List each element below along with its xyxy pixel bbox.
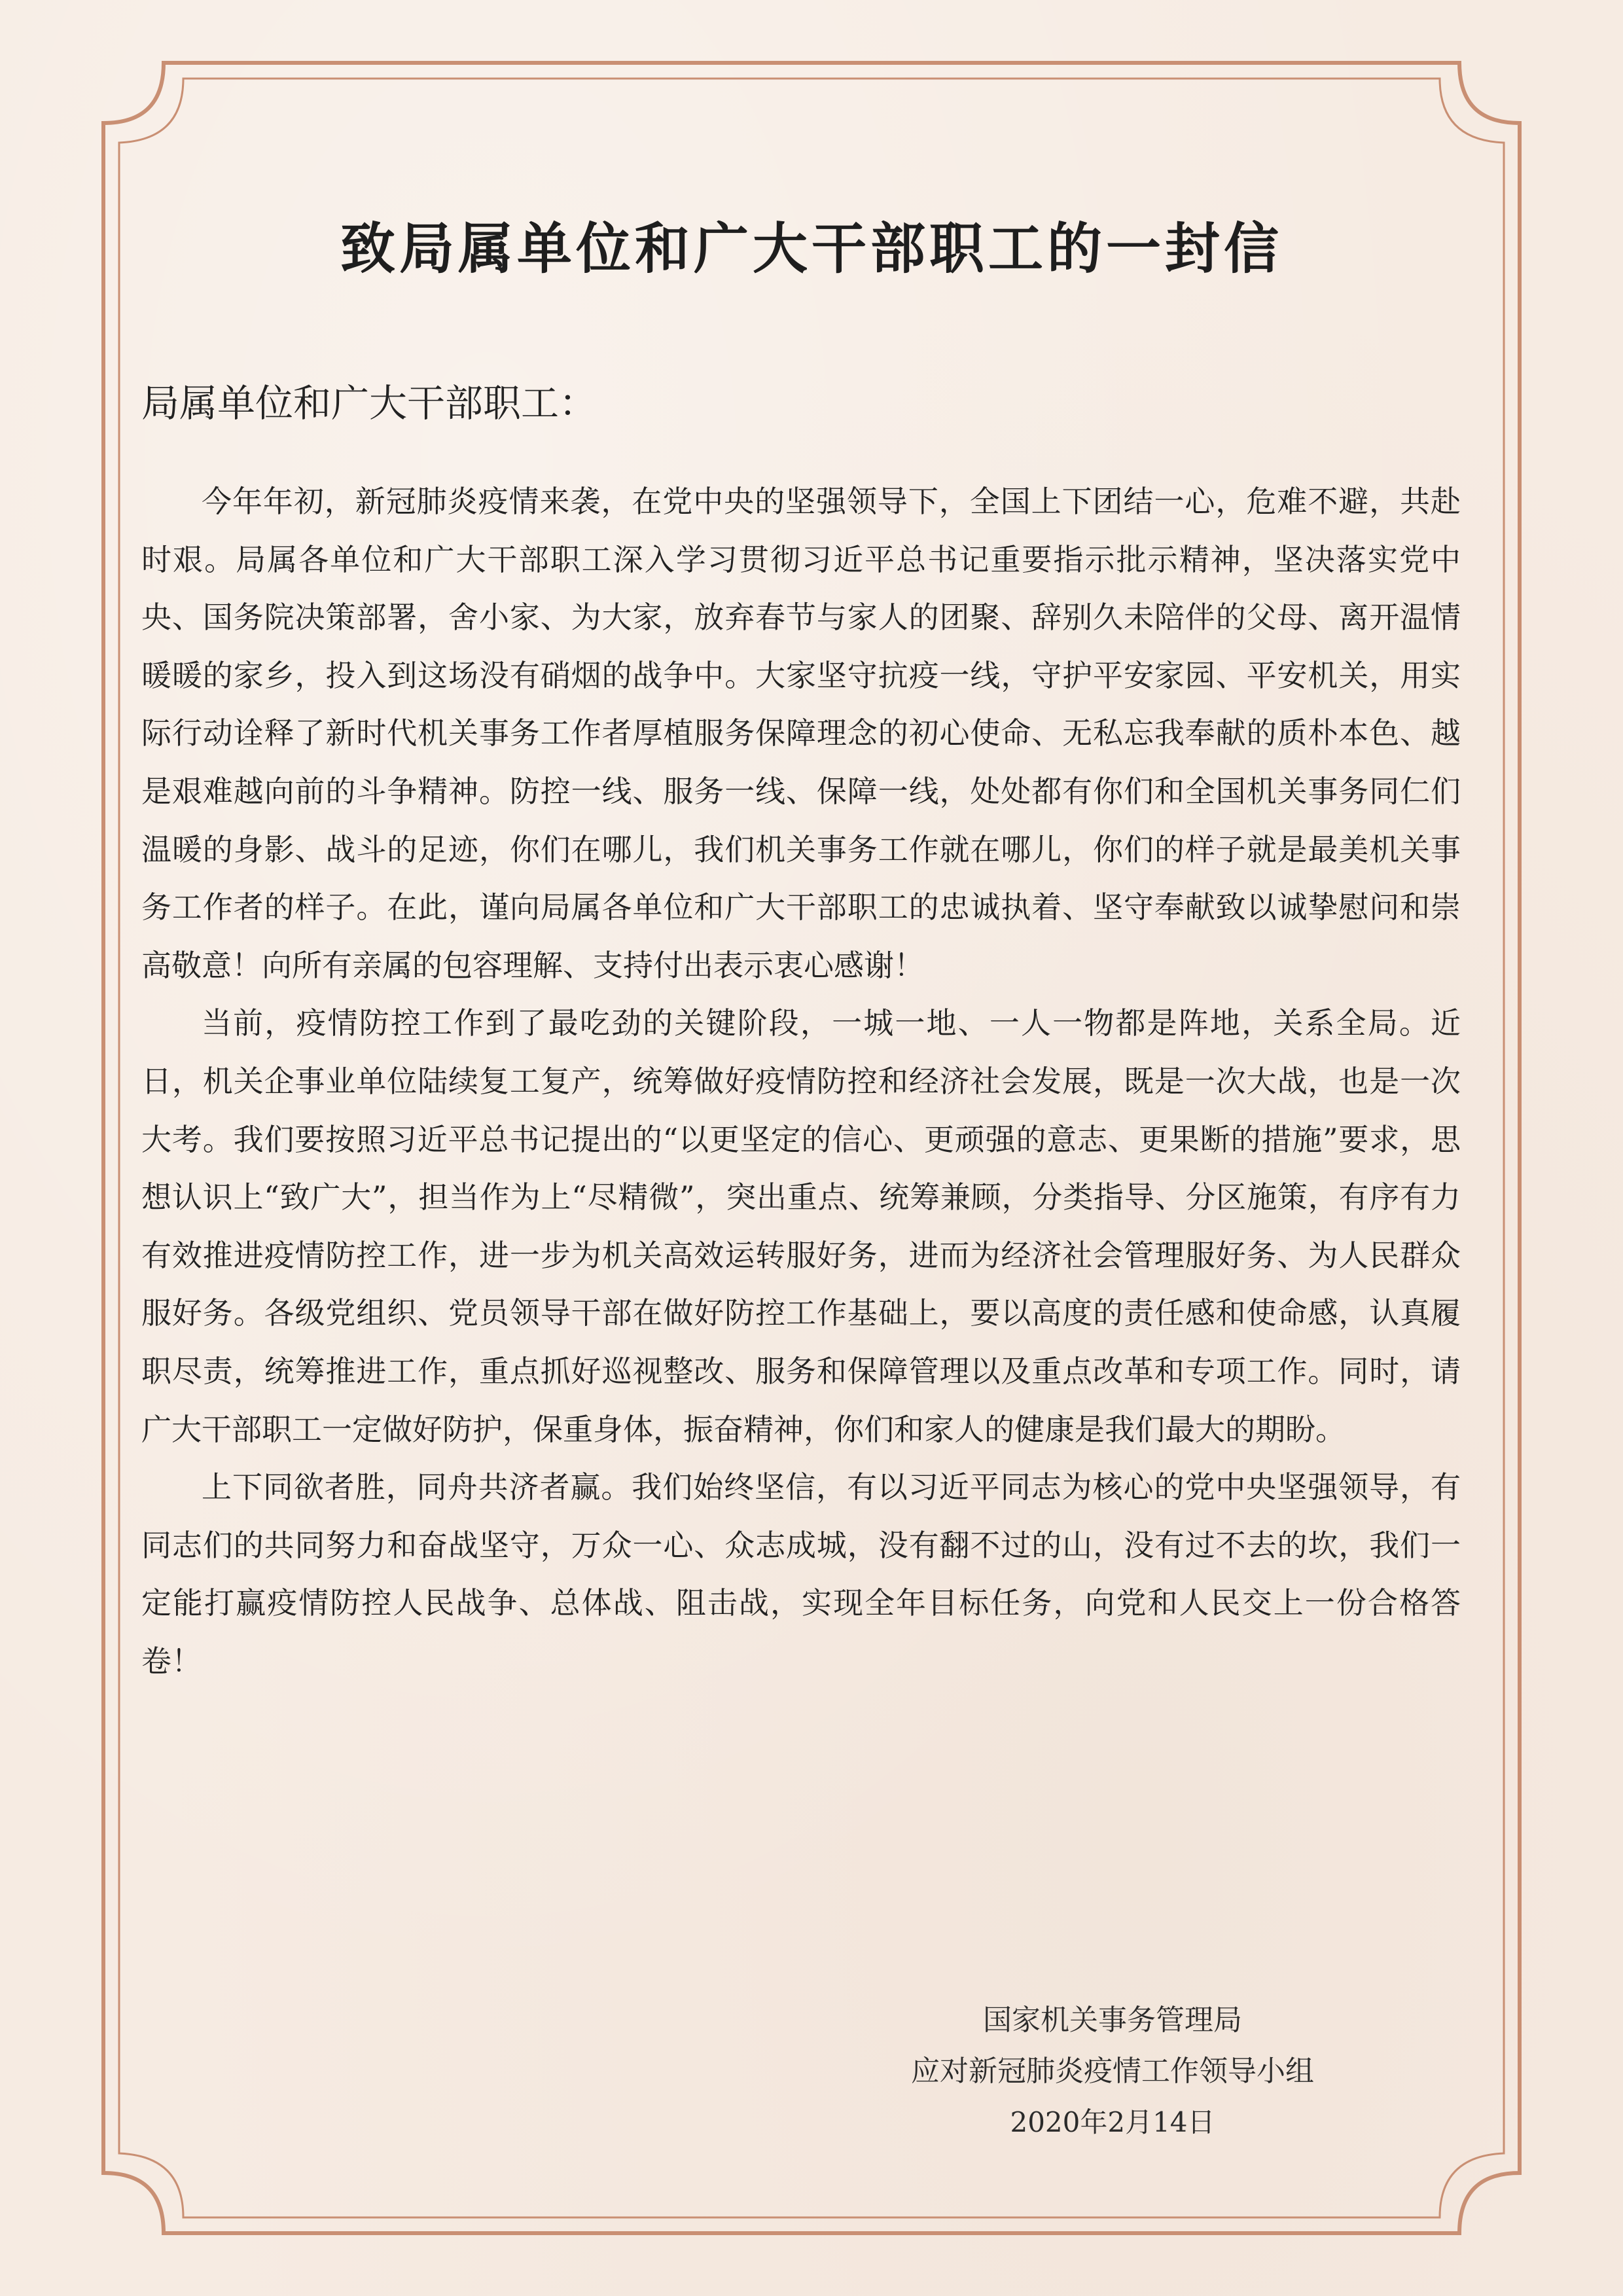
body-paragraph-3: 上下同欲者胜，同舟共济者赢。我们始终坚信，有以习近平同志为核心的党中央坚强领导，有同志们的共同努力和奋战坚守，万众一心、众志成城，没有翻不过的山，没有过不去的坎，我们一定能打赢疫情防控人民战争、总体战、阻击战，实现全年目标任务，向党和人民交上一份合格答卷！ bbox=[141, 1469, 1461, 1679]
letter-body bbox=[141, 473, 1461, 1690]
signature-date: 2020年2月14日 bbox=[1010, 2106, 1215, 2138]
salutation: 局属单位和广大干部职工： bbox=[141, 381, 597, 425]
signature-organization: 国家机关事务管理局 bbox=[983, 2003, 1242, 2037]
letter-title: 致局属单位和广大干部职工的一封信 bbox=[340, 216, 1283, 281]
signature-group: 应对新冠肺炎疫情工作领导小组 bbox=[911, 2054, 1314, 2088]
body-paragraph-1: 今年年初，新冠肺炎疫情来袭，在党中央的坚强领导下，全国上下团结一心，危难不避，共赴时艰。局属各单位和广大干部职工深入学习贯彻习近平总书记重要指示批示精神，坚决落实党中央、国务院决策部署，舍小家、为大家，放弃春节与家人的团聚、辞别久未陪伴的父母、离开温情暖暖的家乡，投入到这场没有硝烟的战争中。大家坚守抗疫一线，守护平安家园、平安机关，用实际行动诠释了新时代机关事务工作者厚植服务保障理念的初心使命、无私忘我奉献的质朴本色、越是艰难越向前的斗争精神。防控一线、服务一线、保障一线，处处都有你们和全国机关事务同仁们温暖的身影、战斗的足迹，你们在哪儿，我们机关事务工作就在哪儿，你们的样子就是最美机关事务工作者的样子。在此，谨向局属各单位和广大干部职工的忠诚执着、坚守奉献致以诚挚慰问和崇高敬意！向所有亲属的包容理解、支持付出表示衷心感谢！ bbox=[141, 484, 1461, 983]
body-paragraph-2: 当前，疫情防控工作到了最吃劲的关键阶段，一城一地、一人一物都是阵地，关系全局。近日，机关企事业单位陆续复工复产，统筹做好疫情防控和经济社会发展，既是一次大战，也是一次大考。我们要按照习近平总书记提出的“以更坚定的信心、更顽强的意志、更果断的措施”要求，思想认识上“致广大”，担当作为上“尽精微”，突出重点、统筹兼顾，分类指导、分区施策，有序有力有效推进疫情防控工作，进一步为机关高效运转服好务，进而为经济社会管理服好务、为人民群众服好务。各级党组织、党员领导干部在做好防控工作基础上，要以高度的责任感和使命感，认真履职尽责，统筹推进工作，重点抓好巡视整改、服务和保障管理以及重点改革和专项工作。同时，请广大干部职工一定做好防护，保重身体，振奋精神，你们和家人的健康是我们最大的期盼。 bbox=[141, 1005, 1461, 1447]
